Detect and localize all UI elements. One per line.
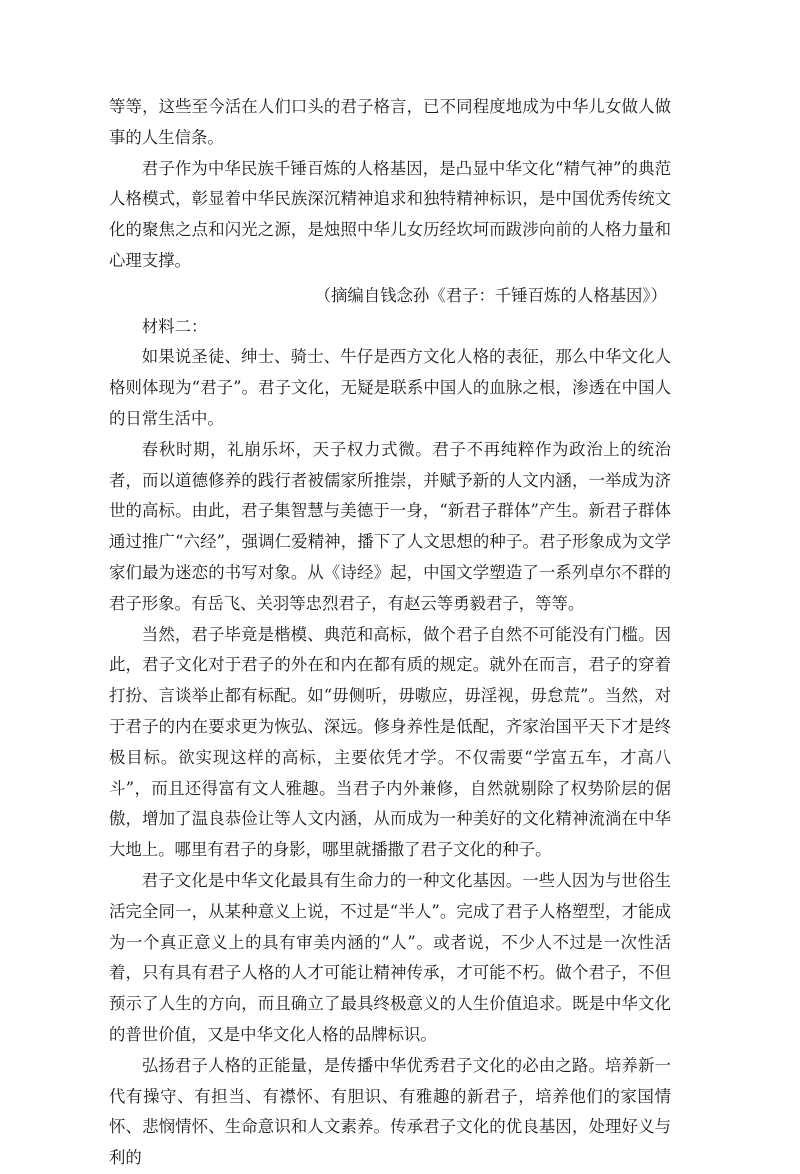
paragraph-1: 等等，这些至今活在人们口头的君子格言，已不同程度地成为中华儿女做人做事的人生信条。 [109, 97, 671, 147]
document-page [109, 92, 671, 1174]
paragraph-3: 如果说圣徒、绅士、骑士、牛仔是西方文化人格的表征，那么中华文化人格则体现为“君子”。君子文化，无疑是联系中国人的血脉之根，渗透在中国人的日常生活中。 [109, 347, 671, 428]
paragraph-4: 春秋时期，礼崩乐坏，天子权力式微。君子不再纯粹作为政治上的统治者，而以道德修养的践行者被儒家所推崇，并赋予新的人文内涵，一举成为济世的高标。由此，君子集智慧与美德于一身，“新君子群体”产生。新君子群体通过推广“六经”，强调仁爱精神，播下了人文思想的种子。君子形象成为文学家们最为迷恋的书写对象。从《诗经》起，中国文学塑造了一系列卓尔不群的君子形象。有岳飞、关羽等忠烈君子，有赵云等勇毅君子，等等。 [109, 439, 671, 613]
paragraph-5: 当然，君子毕竟是楷模、典范和高标，做个君子自然不可能没有门槛。因此，君子文化对于君子的外在和内在都有质的规定。就外在而言，君子的穿着打扮、言谈举止都有标配。如“毋侧听，毋嗷应，毋淫视，毋怠荒”。当然，对于君子的内在要求更为恢弘、深远。修身养性是低配，齐家治国平天下才是终极目标。欲实现这样的高标，主要依凭才学。不仅需要“学富五车，才高八斗”，而且还得富有文人雅趣。当君子内外兼修，自然就剔除了权势阶层的倨傲，增加了温良恭俭让等人文内涵，从而成为一种美好的文化精神流淌在中华大地上。哪里有君子的身影，哪里就播撒了君子文化的种子。 [109, 624, 671, 860]
paragraph-6: 君子文化是中华文化最具有生命力的一种文化基因。一些人因为与世俗生活完全同一，从某种意义上说，不过是“半人”。完成了君子人格塑型，才能成为一个真正意义上的具有审美内涵的“人”。或者说，不少人不过是一次性活着，只有具有君子人格的人才可能让精神传承，才可能不朽。做个君子，不但预示了人生的方向，而且确立了最具终极意义的人生价值追求。既是中华文化的普世价值，又是中华文化人格的品牌标识。 [109, 870, 671, 1044]
paragraph-2: 君子作为中华民族千锤百炼的人格基因，是凸显中华文化“精气神”的典范人格模式，彰显着中华民族深沉精神追求和独特精神标识，是中国优秀传统文化的聚焦之点和闪光之源，是烛照中华儿女历经坎坷而跋涉向前的人格力量和心理支撑。 [109, 158, 671, 270]
source-citation: （摘编自钱念孙《君子：千锤百炼的人格基因》） [314, 285, 667, 305]
section-heading: 材料二： [141, 316, 208, 336]
paragraph-7: 弘扬君子人格的正能量，是传播中华优秀君子文化的必由之路。培养新一代有操守、有担当、有襟怀、有胆识、有雅趣的新君子，培养他们的家国情怀、悲悯情怀、生命意识和人文素养。传承君子文化的优良基因，处理好义与利的 [109, 1055, 671, 1168]
